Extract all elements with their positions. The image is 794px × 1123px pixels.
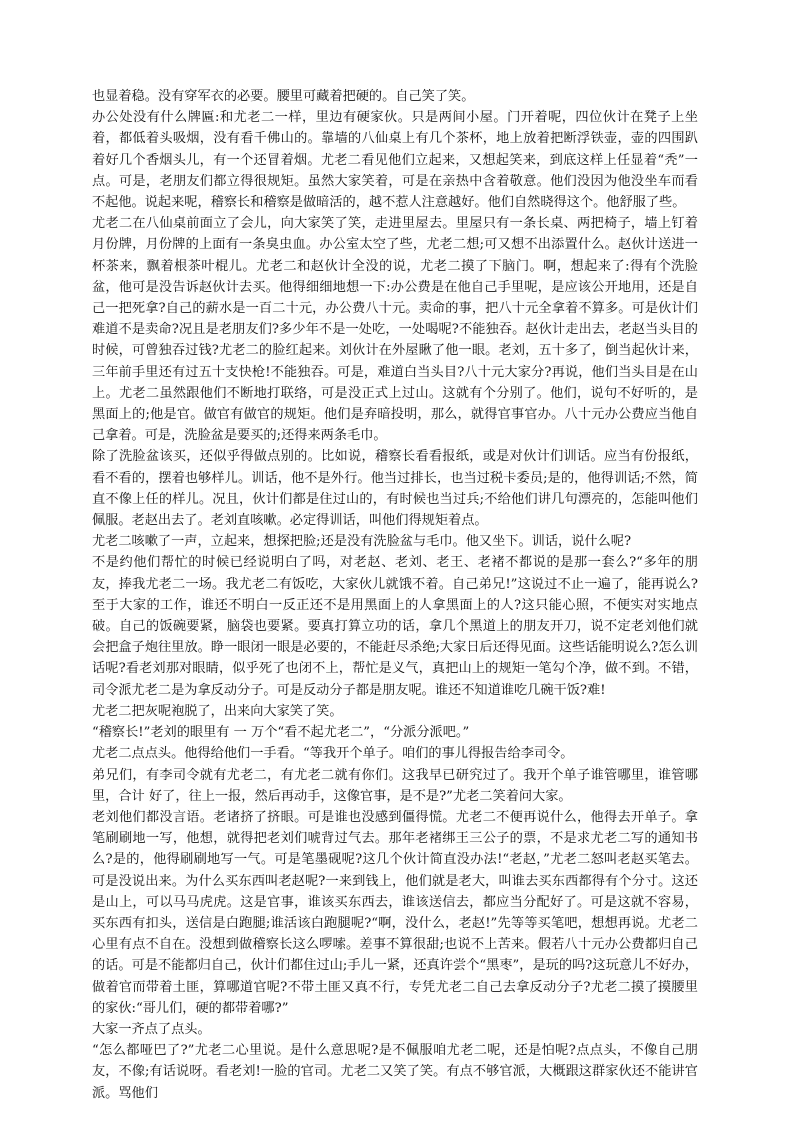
document-body: [92, 86, 698, 1104]
paragraph: 办公处没有什么牌匾:和尤老二一样，里边有硬家伙。只是两间小屋。门开着呢，四位伙计在凳子上坐着，都低着头吸烟，没有看千佛山的。靠墙的八仙桌上有几个茶杯，地上放着把断浮铁壶，壶的四围趴着好几个香烟头儿，有一个还冒着烟。尤老二看见他们立起来，又想起笑来，到底这样上任显着“秃”一点。可是，老朋友们都立得很规矩。虽然大家笑着，可是在亲热中含着敬意。他们没因为他没坐车而看不起他。说起来呢，稽察长和稽察是做暗活的，越不惹人注意越好。他们自然晓得这个。他舒服了些。: [92, 110, 698, 211]
paragraph: 除了洗脸盆该买，还似乎得做点别的。比如说，稽察长看看报纸，或是对伙计们训话。应当有份报纸，看不看的，摆着也够样儿。训话，他不是外行。他当过排长，也当过税卡委员;是的，他得训话;不然，简直不像上任的样儿。况且，伙计们都是住过山的，有时候也当过兵;不给他们讲几句漂亮的，怎能叫他们佩服。老赵出去了。老刘直咳嗽。必定得训话，叫他们得规矩着点。: [92, 449, 698, 529]
paragraph: 尤老二点点头。他得给他们一手看。“等我开个单子。咱们的事儿得报告给李司令。: [92, 746, 574, 762]
paragraph: 尤老二把灰呢袍脱了，出来向大家笑了笑。: [92, 703, 343, 719]
paragraph: 弟兄们，有李司令就有尤老二，有尤老二就有你们。这我早已研究过了。我开个单子谁管哪里，谁管哪里，合计 好了，往上一报，然后再动手，这像官事，是不是?”尤老二笑着问大家。: [92, 767, 698, 804]
paragraph: “稽察长!”老刘的眼里有 一 万个“看不起尤老二”，“分派分派吧。”: [92, 725, 470, 741]
paragraph: 也显着稳。没有穿军衣的必要。腰里可藏着把硬的。自己笑了笑。: [92, 89, 475, 104]
paragraph: 不是约他们帮忙的时候已经说明白了吗，对老赵、老刘、老王、老褚不都说的是那一套么?“多年的朋友，捧我尤老二一场。我尤老二有饭吃，大家伙儿就饿不着。自己弟兄!”这说过不止一遍了，能再说么?至于大家的工作，谁还不明白一反正还不是用黑面上的人拿黑面上的人?这只能心照，不便实对实地点破。自己的饭碗要紧，脑袋也要紧。要真打算立功的话，拿几个黑道上的朋友开刀，说不定老刘他们就会把盒子炮往里放。睁一眼闭一眼是必要的，不能赶尽杀绝;大家日后还得见面。这些话能明说么?怎么训话呢?看老刘那对眼睛，似乎死了也闭不上，帮忙是义气，真把山上的规矩一笔勾个净，做不到。不错，司令派尤老二是为拿反动分子。可是反动分子都是朋友呢。谁还不知道谁吃几碗干饭?难!: [92, 555, 698, 698]
paragraph: “怎么都哑巴了?”尤老二心里说。是什么意思呢?是不佩服咱尤老二呢，还是怕呢?点点头，不像自己朋友，不像;有话说呀。看老刘!一脸的官司。尤老二又笑了笑。有点不够官派，大概跟这群家伙还不能讲官派。骂他们: [92, 1043, 698, 1101]
paragraph: 老刘他们都没言语。老诸挤了挤眼。可是谁也没感到僵得慌。尤老二不便再说什么，他得去开单子。拿笔刷刷地一写，他想，就得把老刘们唬背过气去。那年老褚绑王三公子的票，不是求尤老二写的通知书么?是的，他得刷刷地写一气。可是笔墨砚呢?这几个伙计简直没办法!“老赵，”尤老二怒叫老赵买笔去。可是没说出来。为什么买东西叫老赵呢?一来到钱上，他们就是老大，叫谁去买东西都得有个分寸。这还是山上，可以马马虎虎。这是官事，谁该买东西去，谁该送信去，都应当分配好了。可是这就不容易，买东西有扣头，送信是白跑腿;谁活该白跑腿呢?“啊，没什么，老赵!”先等等买笔吧，想想再说。尤老二心里有点不自在。没想到做稽察长这么啰嗦。差事不算很甜;也说不上苦来。假若八十元办公费都归自己的话。可是不能都归自己，伙计们都住过山;手儿一紧，还真许尝个“黑枣”，是玩的吗?这玩意儿不好办，做着官而带着土匪，算哪道官呢?不带土匪又真不行，专凭尤老二自己去拿反动分子?尤老二摸了摸腰里的家伙:“哥儿们，硬的都带着哪?”: [92, 809, 698, 1016]
paragraph: 尤老二咳嗽了一声，立起来，想探把脸;还是没有洗脸盆与毛巾。他又坐下。训话，说什么呢?: [92, 534, 632, 550]
paragraph: 大家一齐点了点头。: [92, 1021, 211, 1037]
paragraph: 尤老二在八仙桌前面立了会儿，向大家笑了笑，走进里屋去。里屋只有一条长桌、两把椅子，墙上钉着月份牌，月份牌的上面有一条臭虫血。办公室太空了些，尤老二想;可又想不出添置什么。赵伙计送进一杯茶来，飘着根茶叶棍儿。尤老二和赵伙计全没的说，尤老二摸了下脑门。啊，想起来了:得有个洗脸盆，他可是没告诉赵伙计去买。他得细细地想一下:办公费是在他自己手里呢，是应该公开地用，还是自己一把死拿?自己的薪水是一百二十元，办公费八十元。卖命的事，把八十元全拿着不算多。可是伙计们难道不是卖命?况且是老朋友们?多少年不是一处吃，一处喝呢?不能独吞。赵伙计走出去，老赵当头目的时候，可曾独吞过钱?尤老二的脸红起来。刘伙计在外屋瞅了他一眼。老刘，五十多了，倒当起伙计来，三年前手里还有过五十支快枪!不能独吞。可是，难道白当头目?八十元大家分?再说，他们当头目是在山上。尤老二虽然跟他们不断地打联络，可是没正式上过山。这就有个分别了。他们，说句不好听的，是黑面上的;他是官。做官有做官的规矩。他们是弃暗投明，那么，就得官事官办。八十元办公费应当他自己拿着。可是，洗脸盆是要买的;还得来两条毛巾。: [92, 216, 698, 444]
